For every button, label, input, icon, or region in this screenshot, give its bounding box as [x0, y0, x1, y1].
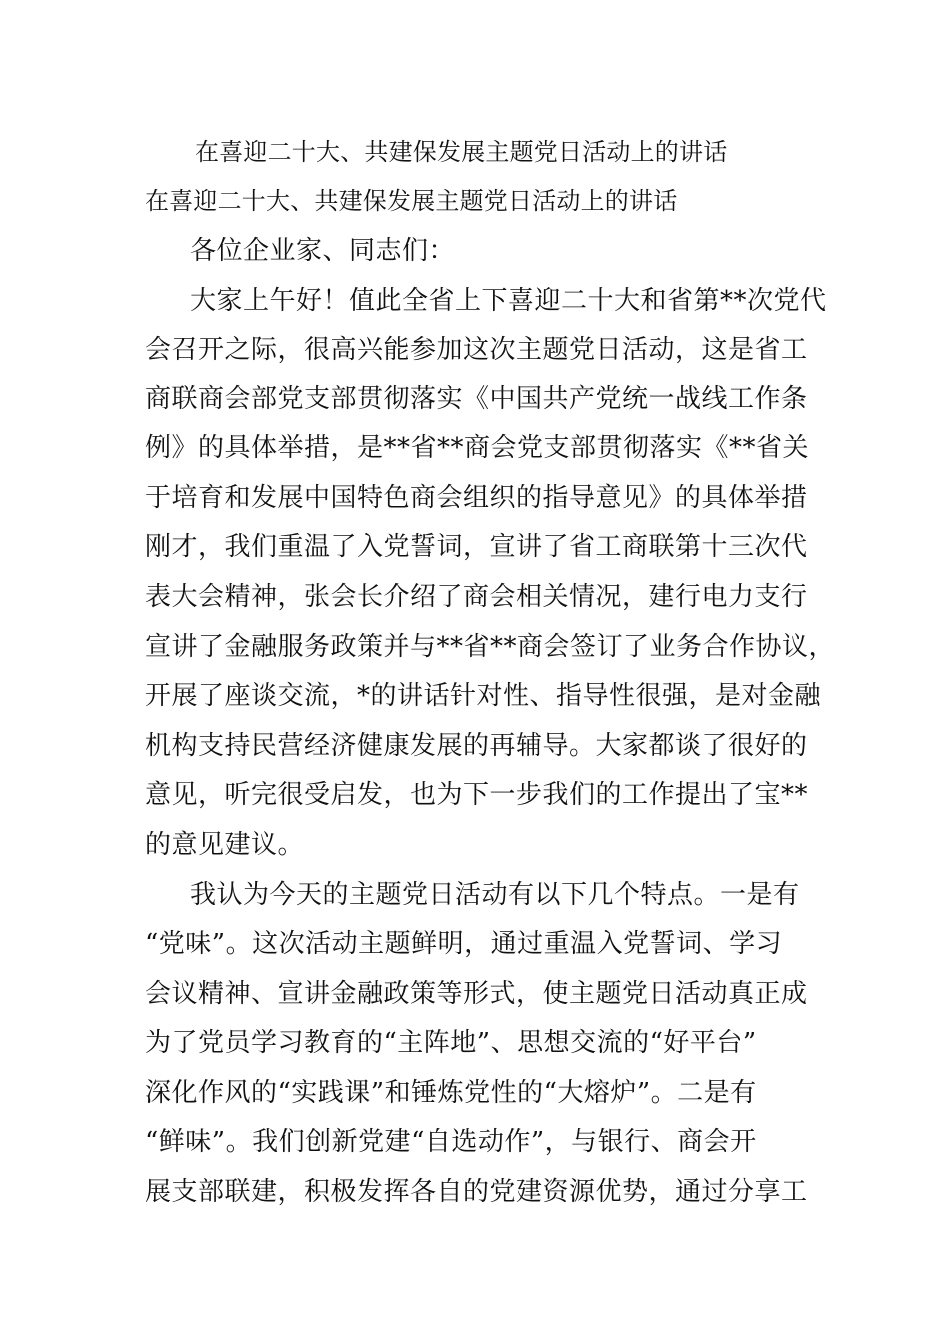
paragraph-line: 开展了座谈交流，*的讲话针对性、指导性很强，是对金融 — [145, 681, 822, 711]
paragraph-line: 我认为今天的主题党日活动有以下几个特点。一是有 — [190, 880, 800, 910]
paragraph-line: 深化作风的“实践课”和锤炼党性的“大熔炉”。二是有 — [145, 1078, 757, 1108]
paragraph-line: “党味”。这次活动主题鲜明，通过重温入党誓词、学习 — [145, 929, 783, 959]
greeting: 各位企业家、同志们： — [190, 236, 456, 266]
paragraph-line: 于培育和发展中国特色商会组织的指导意见》的具体举措 — [145, 483, 808, 513]
paragraph-line: 展支部联建，积极发挥各自的党建资源优势，通过分享工 — [145, 1177, 808, 1207]
paragraph-line: 表大会精神，张会长介绍了商会相关情况，建行电力支行 — [145, 582, 808, 612]
paragraph-line: 例》的具体举措，是**省**商会党支部贯彻落实《**省关 — [145, 433, 810, 463]
paragraph-line: 商联商会部党支部贯彻落实《中国共产党统一战线工作条 — [145, 384, 808, 414]
paragraph-line: 宣讲了金融服务政策并与**省**商会签订了业务合作协议， — [145, 632, 836, 662]
paragraph-line: 大家上午好！值此全省上下喜迎二十大和省第**次党代 — [190, 286, 827, 316]
paragraph-line: 会议精神、宣讲金融政策等形式，使主题党日活动真正成 — [145, 979, 808, 1009]
paragraph-line: 机构支持民营经济健康发展的再辅导。大家都谈了很好的 — [145, 731, 808, 761]
paragraph-line: 的意见建议。 — [145, 830, 305, 860]
paragraph-line: 刚才，我们重温了入党誓词，宣讲了省工商联第十三次代 — [145, 532, 808, 562]
paragraph-line: 会召开之际，很高兴能参加这次主题党日活动，这是省工 — [145, 335, 808, 365]
document-title: 在喜迎二十大、共建保发展主题党日活动上的讲话 — [145, 187, 678, 215]
document-title-centered: 在喜迎二十大、共建保发展主题党日活动上的讲话 — [195, 138, 728, 166]
paragraph-line: 为了党员学习教育的“主阵地”、思想交流的“好平台” — [145, 1028, 757, 1058]
paragraph-line: 意见，听完很受启发，也为下一步我们的工作提出了宝** — [145, 780, 809, 810]
paragraph-line: “鲜味”。我们创新党建“自选动作”，与银行、商会开 — [145, 1127, 757, 1157]
